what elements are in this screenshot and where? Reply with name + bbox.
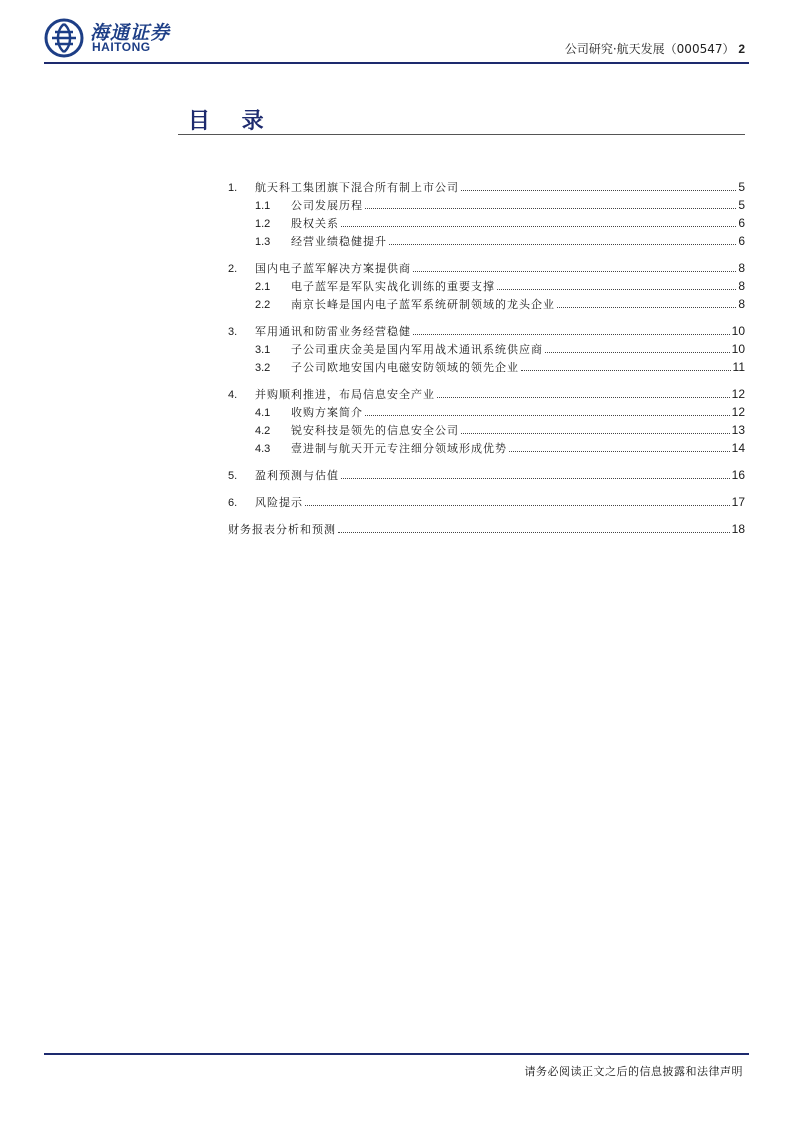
toc-dot-leader <box>461 190 736 191</box>
toc-entry-number: 3.2 <box>255 362 271 374</box>
toc-section-entry[interactable] <box>228 178 745 196</box>
running-header <box>565 40 745 57</box>
toc-title-divider <box>178 134 745 135</box>
toc-section-gap <box>228 376 745 385</box>
toc-entry-page: 8 <box>738 297 745 311</box>
toc-entry-page: 17 <box>731 495 745 509</box>
toc-entry-number: 3. <box>228 326 238 338</box>
toc-entry-number: 2.2 <box>255 299 271 311</box>
toc-dot-leader <box>461 433 730 434</box>
toc-entry-page: 5 <box>738 180 745 194</box>
toc-subsection-entry[interactable] <box>228 295 745 313</box>
toc-dot-leader <box>545 352 730 353</box>
toc-entry-title: 财务报表分析和预测 <box>228 523 336 536</box>
toc-section-entry[interactable] <box>228 520 745 538</box>
toc-entry-title: 国内电子蓝军解决方案提供商 <box>255 262 411 275</box>
toc-entry-page: 12 <box>731 387 745 401</box>
toc-entry-number: 1. <box>228 182 238 194</box>
toc-dot-leader <box>305 505 730 506</box>
toc-entry-page: 10 <box>731 324 745 338</box>
toc-subsection-entry[interactable] <box>228 196 745 214</box>
toc-entry-number: 1.2 <box>255 218 271 230</box>
toc-section-gap <box>228 457 745 466</box>
toc-entry-number: 3.1 <box>255 344 271 356</box>
toc-subsection-entry[interactable] <box>228 214 745 232</box>
toc-dot-leader <box>365 208 736 209</box>
toc-entry-number: 5. <box>228 470 238 482</box>
toc-entry-number: 2.1 <box>255 281 271 293</box>
toc-dot-leader <box>389 244 736 245</box>
toc-subsection-entry[interactable] <box>228 439 745 457</box>
toc-entry-page: 8 <box>738 279 745 293</box>
toc-entry-number: 4.3 <box>255 443 271 455</box>
toc-entry-title: 并购顺利推进，布局信息安全产业 <box>255 388 435 401</box>
toc-entry-page: 14 <box>731 441 745 455</box>
toc-dot-leader <box>437 397 730 398</box>
haitong-logo <box>44 18 194 58</box>
toc-entry-number: 4. <box>228 389 238 401</box>
toc-entry-page: 16 <box>731 468 745 482</box>
toc-entry-title: 子公司重庆金美是国内军用战术通讯系统供应商 <box>291 343 543 356</box>
toc-subsection-entry[interactable] <box>228 277 745 295</box>
logo-english-name: HAITONG <box>92 40 151 54</box>
table-of-contents <box>228 178 745 538</box>
page-number: 2 <box>738 42 745 56</box>
logo-chinese-name: 海通证券 <box>90 22 171 44</box>
toc-entry-title: 锐安科技是领先的信息安全公司 <box>291 424 459 437</box>
haitong-emblem-icon <box>44 18 84 58</box>
toc-entry-title: 公司发展历程 <box>291 199 363 212</box>
toc-section-entry[interactable] <box>228 259 745 277</box>
toc-dot-leader <box>413 271 736 272</box>
toc-section-gap <box>228 313 745 322</box>
toc-dot-leader <box>341 226 736 227</box>
toc-entry-title: 收购方案简介 <box>291 406 363 419</box>
toc-subsection-entry[interactable] <box>228 232 745 250</box>
toc-subsection-entry[interactable] <box>228 358 745 376</box>
toc-section-entry[interactable] <box>228 322 745 340</box>
toc-entry-title: 军用通讯和防雷业务经营稳健 <box>255 325 411 338</box>
toc-entry-title: 电子蓝军是军队实战化训练的重要支撑 <box>291 280 495 293</box>
toc-subsection-entry[interactable] <box>228 403 745 421</box>
toc-entry-page: 5 <box>738 198 745 212</box>
toc-dot-leader <box>557 307 736 308</box>
toc-entry-page: 6 <box>738 216 745 230</box>
toc-dot-leader <box>521 370 731 371</box>
footer-disclaimer: 请务必阅读正文之后的信息披露和法律声明 <box>524 1065 743 1078</box>
toc-entry-page: 10 <box>731 342 745 356</box>
toc-entry-number: 1.3 <box>255 236 271 248</box>
toc-entry-number: 1.1 <box>255 200 271 212</box>
toc-entry-page: 11 <box>732 360 745 374</box>
toc-section-gap <box>228 484 745 493</box>
toc-section-gap <box>228 250 745 259</box>
toc-title: 目 录 <box>188 108 276 134</box>
toc-entry-page: 6 <box>738 234 745 248</box>
toc-entry-title: 盈利预测与估值 <box>255 469 339 482</box>
toc-entry-number: 2. <box>228 263 238 275</box>
toc-dot-leader <box>338 532 730 533</box>
toc-entry-title: 南京长峰是国内电子蓝军系统研制领域的龙头企业 <box>291 298 555 311</box>
toc-section-gap <box>228 511 745 520</box>
toc-entry-page: 13 <box>731 423 745 437</box>
header-divider <box>44 62 749 64</box>
toc-entry-page: 18 <box>731 522 745 536</box>
toc-dot-leader <box>509 451 730 452</box>
toc-entry-title: 子公司欧地安国内电磁安防领域的领先企业 <box>291 361 519 374</box>
toc-entry-number: 4.1 <box>255 407 271 419</box>
toc-entry-number: 6. <box>228 497 238 509</box>
toc-dot-leader <box>341 478 730 479</box>
toc-section-entry[interactable] <box>228 493 745 511</box>
toc-entry-page: 12 <box>731 405 745 419</box>
toc-entry-title: 壹进制与航天开元专注细分领域形成优势 <box>291 442 507 455</box>
toc-entry-number: 4.2 <box>255 425 271 437</box>
toc-entry-page: 8 <box>738 261 745 275</box>
toc-dot-leader <box>365 415 730 416</box>
footer-divider <box>44 1053 749 1055</box>
toc-dot-leader <box>497 289 736 290</box>
report-label: 公司研究·航天发展（000547） <box>564 42 735 56</box>
toc-subsection-entry[interactable] <box>228 340 745 358</box>
toc-entry-title: 航天科工集团旗下混合所有制上市公司 <box>255 181 459 194</box>
toc-entry-title: 股权关系 <box>291 217 339 230</box>
toc-dot-leader <box>413 334 730 335</box>
toc-entry-title: 风险提示 <box>255 496 303 509</box>
toc-entry-title: 经营业绩稳健提升 <box>291 235 387 248</box>
toc-section-entry[interactable] <box>228 466 745 484</box>
toc-subsection-entry[interactable] <box>228 421 745 439</box>
toc-section-entry[interactable] <box>228 385 745 403</box>
